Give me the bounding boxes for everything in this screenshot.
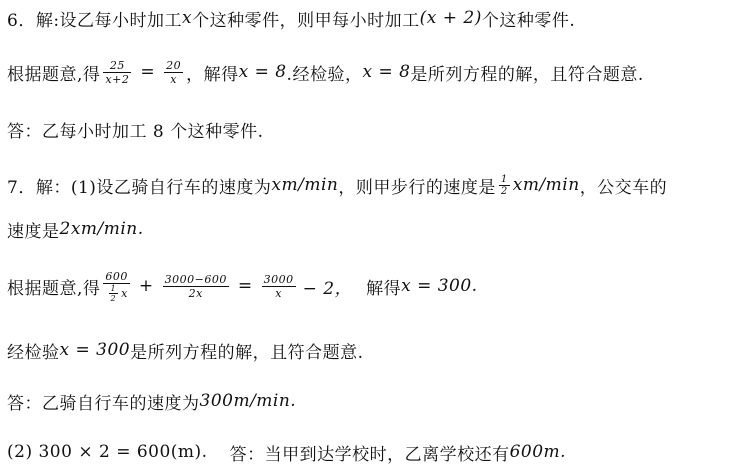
- q7-frac2-denominator: 2x: [188, 286, 203, 300]
- equals-sign: =: [140, 62, 156, 82]
- q6-eq-lead: 根据题意,得: [7, 64, 101, 85]
- q7-speed-var: xm/min: [271, 175, 339, 195]
- q6-solve-text: ，解得: [186, 64, 239, 85]
- q7-frac3-numerator: 3000: [263, 272, 294, 286]
- q6-frac1-denominator: x+2: [105, 72, 130, 86]
- q7-line-1: [7, 170, 667, 200]
- q7-check-lead: 经检验: [7, 342, 60, 363]
- q7-line-2: [7, 214, 144, 244]
- q7-inner-numerator: 1: [110, 283, 117, 293]
- equals-sign: =: [237, 276, 253, 296]
- q6-check-text: .经检验，: [286, 64, 363, 85]
- q6-answer-text: 答：乙每小时加工 8 个这种零件.: [7, 121, 264, 142]
- q7-part2-answer-value: 600m.: [509, 442, 567, 462]
- q7-solution: x = 300.: [401, 276, 478, 296]
- q7-bus-speed: 2xm/min.: [59, 219, 144, 239]
- q6-solution-2: x = 8: [362, 62, 411, 82]
- q6-mid-text: 个这种零件，则甲每小时加工: [192, 10, 420, 31]
- q7-check-solution: x = 300: [59, 340, 131, 360]
- q7-check-line: [7, 335, 364, 365]
- q7-half-denominator: 2: [500, 185, 508, 197]
- q6-line-2: [7, 57, 644, 87]
- q7-minus-two: − 2，: [302, 278, 353, 299]
- q7-answer-1: [7, 386, 296, 416]
- q6-var-x: x: [182, 8, 193, 28]
- q6-fraction-1: [103, 59, 131, 86]
- q7-check-text: 是所列方程的解，且符合题意.: [130, 342, 364, 363]
- q6-frac2-denominator: x: [170, 72, 177, 86]
- q6-conclusion-text: 是所列方程的解，且符合题意.: [410, 64, 644, 85]
- q7-mid-text: ，则甲步行的速度是: [338, 177, 496, 198]
- q6-solution: x = 8: [238, 62, 287, 82]
- q7-solve-text: 解得: [366, 278, 402, 299]
- q7-part2-answer-text: 答：当甲到达学校时，乙离学校还有: [229, 444, 510, 465]
- q7-frac1-denominator: [104, 284, 130, 303]
- q7-fraction-2: [163, 273, 229, 300]
- q7-equation-line: [7, 269, 478, 303]
- q7-fraction-3: [262, 273, 296, 300]
- q6-expr: (x + 2): [419, 8, 482, 28]
- q7-frac2-numerator: 3000−600: [164, 272, 227, 286]
- q7-end-text: ，公交车的: [579, 177, 668, 198]
- q7-part-2: [7, 437, 566, 467]
- plus-sign: +: [138, 276, 154, 296]
- q7-half-fraction: [499, 174, 510, 197]
- q7-answer1-text: 答：乙骑自行车的速度为: [7, 393, 200, 414]
- q6-answer: [7, 114, 264, 144]
- q6-frac2-numerator: 20: [166, 58, 182, 72]
- q7-frac1-numerator: 600: [105, 269, 128, 283]
- q7-eq-lead: 根据题意,得: [7, 278, 101, 299]
- q7-intro-text: 7．解：(1)设乙骑自行车的速度为: [7, 177, 272, 198]
- q7-inner-denominator: 2: [110, 293, 117, 303]
- q6-end-text: 个这种零件.: [481, 10, 576, 31]
- q7-inner-half: [109, 284, 119, 303]
- q7-answer1-value: 300m/min.: [199, 391, 297, 411]
- q6-fraction-2: [164, 59, 183, 86]
- q7-bus-lead: 速度是: [7, 221, 60, 242]
- q6-line-1: [7, 3, 575, 33]
- q6-frac1-numerator: 25: [109, 58, 125, 72]
- q7-part2-calc: (2) 300 × 2 = 600(m).: [7, 442, 208, 462]
- q7-half-numerator: 1: [500, 173, 508, 185]
- q7-frac3-denominator: x: [275, 286, 282, 300]
- q7-inner-x: x: [121, 286, 128, 300]
- q7-fraction-1: [103, 270, 130, 303]
- q7-speed-var-2: xm/min: [512, 175, 580, 195]
- q6-intro-text: 6．解:设乙每小时加工: [7, 10, 183, 31]
